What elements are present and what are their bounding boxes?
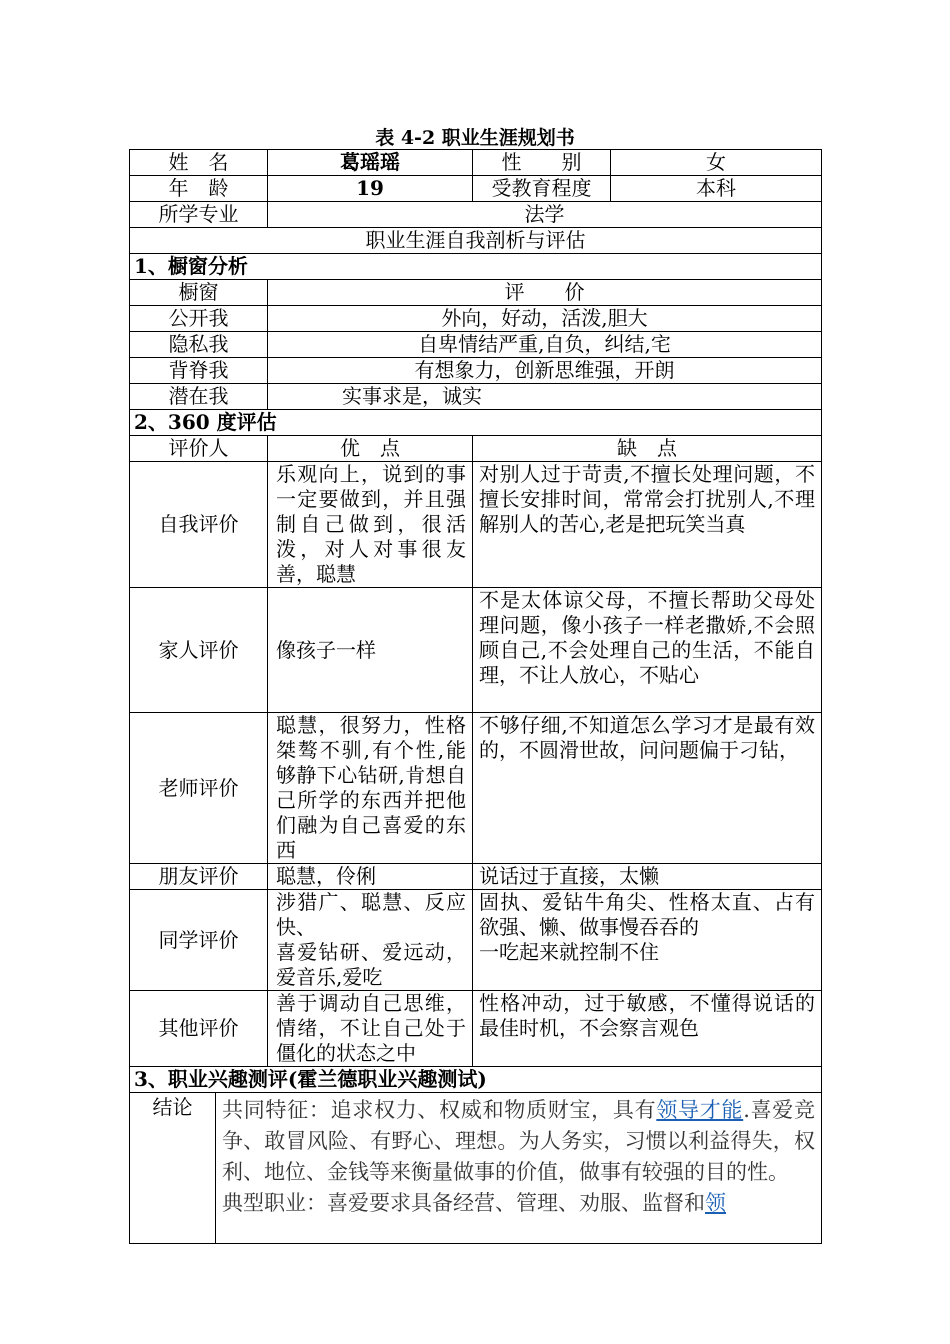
eval-row-label: 自我评价 <box>130 462 268 588</box>
eval-row-label: 其他评价 <box>130 991 268 1067</box>
window-column-header: 橱窗 <box>130 280 268 306</box>
eval-cons-line: 固执、爱钻牛角尖、性格太直、占有欲强、懒、做事慢吞吞的 <box>479 890 815 939</box>
conclusion-text <box>216 1093 821 1243</box>
education-label: 受教育程度 <box>473 176 611 202</box>
eval-pros-line: 乐观向上，说到的事一定要做到，并且强制自己做到，很活泼，对人对事很友善，聪慧 <box>276 462 466 586</box>
eval-pros <box>268 864 473 890</box>
eval-cons-line: 不是太体谅父母，不擅长帮助父母处理问题，像小孩子一样老撒娇,不会照顾自己,不会处理自己的生活，不能自理，不让人放心，不贴心 <box>479 588 815 687</box>
gender-label: 性 别 <box>473 150 611 176</box>
eval-row-label: 同学评价 <box>130 890 268 991</box>
eval-cons-line: 说话过于直接，太懒 <box>479 864 659 888</box>
table-caption: 表 4-2 职业生涯规划书 <box>375 127 575 149</box>
interest-heading: 3、职业兴趣测评(霍兰德职业兴趣测试) <box>130 1067 822 1093</box>
conclusion-p1-before: 共同特征：追求权力、权威和物质财宝，具有 <box>222 1098 657 1122</box>
gender-value: 女 <box>611 150 822 176</box>
age-value: 19 <box>268 176 473 202</box>
row-interest-heading <box>130 1067 822 1093</box>
eval-pros-line: 喜爱钻研、爱远动，爱音乐,爱吃 <box>276 940 466 989</box>
eval-pros <box>268 991 473 1067</box>
window-row-label: 潜在我 <box>130 384 268 410</box>
window-row-value: 有想象力，创新思维强，开朗 <box>268 358 822 384</box>
eval-cons-line: 一吃起来就控制不住 <box>479 940 659 964</box>
window-row-value: 自卑情结严重,自负，纠结,宅 <box>268 332 822 358</box>
eval-cons-line: 不够仔细,不知道怎么学习才是最有效的，不圆滑世故，问问题偏于刁钻， <box>479 713 815 762</box>
eval-row <box>130 991 822 1067</box>
eval-cons-line: 对别人过于苛责,不擅长处理问题，不擅长安排时间，常常会打扰别人,不理解别人的苦心,老是把玩笑当真 <box>479 462 815 536</box>
conclusion-p2-before: 典型职业：喜爱要求具备经营、管理、劝服、监督和 <box>222 1191 705 1215</box>
row-360-columns <box>130 436 822 462</box>
leadership-link[interactable]: 领导才能 <box>656 1098 744 1122</box>
row-name-gender <box>130 150 822 176</box>
section-heading: 职业生涯自我剖析与评估 <box>130 228 822 254</box>
evaluator-column-header: 评价人 <box>130 436 268 462</box>
window-row <box>130 384 822 410</box>
conclusion-p1-after: .喜爱竞争、敢冒风险、有野心、理想。为人务实，习惯以利益得失，权利、地位、金钱等来衡量做事的价值，做事有较强的目的性。 <box>222 1098 816 1184</box>
eval-cons <box>473 864 822 890</box>
career-plan-table <box>129 149 822 1244</box>
row-conclusion <box>130 1093 822 1244</box>
eval-row-label: 家人评价 <box>130 588 268 713</box>
eval-cons-line: 性格冲动，过于敏感，不懂得说话的最佳时机，不会察言观色 <box>479 991 815 1040</box>
window-analysis-heading: 1、橱窗分析 <box>130 254 822 280</box>
window-row-label: 公开我 <box>130 306 268 332</box>
conclusion-label: 结论 <box>130 1093 216 1243</box>
row-360-heading <box>130 410 822 436</box>
eval-pros <box>268 462 473 588</box>
major-value: 法学 <box>268 202 822 228</box>
eval-pros <box>268 588 473 713</box>
eval-row <box>130 588 822 713</box>
eval-pros <box>268 713 473 864</box>
name-value: 葛瑶瑶 <box>268 150 473 176</box>
row-window-columns <box>130 280 822 306</box>
eval-cons <box>473 462 822 588</box>
eval-row-label: 朋友评价 <box>130 864 268 890</box>
evaluation-column-header: 评 价 <box>268 280 822 306</box>
eval-pros-line: 涉猎广、聪慧、反应快、 <box>276 890 466 939</box>
eval-row <box>130 713 822 864</box>
eval360-heading: 2、360 度评估 <box>130 410 822 436</box>
education-value: 本科 <box>611 176 822 202</box>
window-row-value: 实事求是，诚实 <box>268 384 822 410</box>
pros-column-header: 优 点 <box>268 436 473 462</box>
eval-row <box>130 462 822 588</box>
window-row-label: 隐私我 <box>130 332 268 358</box>
row-age-education <box>130 176 822 202</box>
eval-pros <box>268 890 473 991</box>
eval-row <box>130 864 822 890</box>
window-row <box>130 306 822 332</box>
eval-row <box>130 890 822 991</box>
eval-pros-line: 像孩子一样 <box>276 637 376 662</box>
eval-pros-line: 聪慧，伶俐 <box>276 864 376 888</box>
window-row <box>130 332 822 358</box>
eval-cons <box>473 890 822 991</box>
row-major <box>130 202 822 228</box>
eval-pros-line: 善于调动自己思维，情绪，不让自己处于僵化的状态之中 <box>276 991 466 1065</box>
row-section-heading <box>130 228 822 254</box>
eval-cons <box>473 991 822 1067</box>
eval-cons <box>473 588 822 713</box>
lead-link[interactable]: 领 <box>705 1191 726 1215</box>
eval-pros-line: 聪慧，很努力，性格桀骜不驯,有个性,能够静下心钻研,肯想自己所学的东西并把他们融为自己喜爱的东西 <box>276 713 466 862</box>
eval-cons <box>473 713 822 864</box>
conclusion-cell <box>130 1093 822 1244</box>
window-row-label: 背脊我 <box>130 358 268 384</box>
name-label: 姓 名 <box>130 150 268 176</box>
cons-column-header: 缺 点 <box>473 436 822 462</box>
window-row-value: 外向，好动，活泼,胆大 <box>268 306 822 332</box>
major-label: 所学专业 <box>130 202 268 228</box>
eval-row-label: 老师评价 <box>130 713 268 864</box>
age-label: 年 龄 <box>130 176 268 202</box>
window-row <box>130 358 822 384</box>
row-window-heading <box>130 254 822 280</box>
